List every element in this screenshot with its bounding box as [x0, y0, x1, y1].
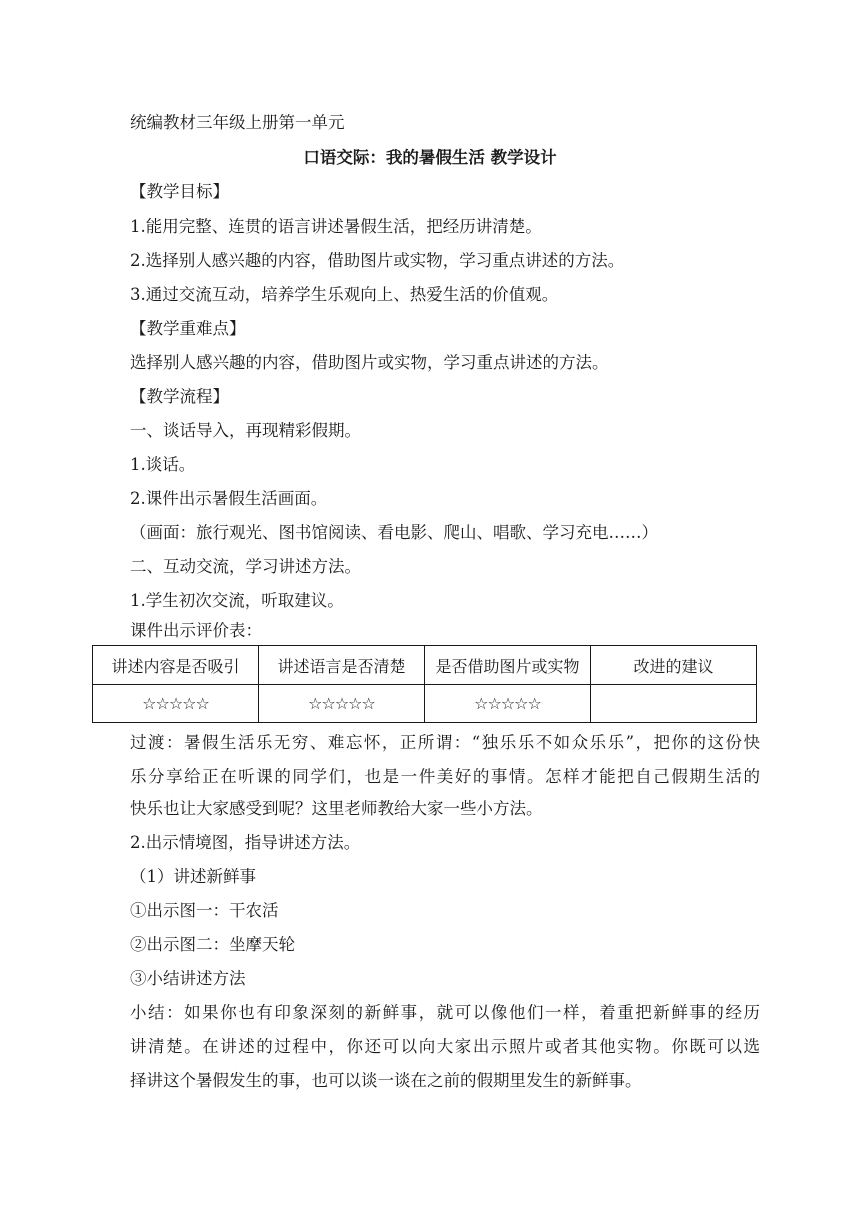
paragraph-line: 过渡：暑假生活乐无穷、难忘怀，正所谓：“独乐乐不如众乐乐”，把你的这份快 [130, 733, 760, 752]
list-item: ②出示图二：坐摩天轮 [130, 935, 295, 954]
table-header-cell: 改进的建议 [591, 646, 757, 685]
step-item: 1.学生初次交流，听取建议。 [130, 591, 344, 610]
key-point: 选择别人感兴趣的内容，借助图片或实物，学习重点讲述的方法。 [130, 353, 609, 372]
section-heading-goals: 【教学目标】 [130, 182, 229, 201]
star-rating: ☆☆☆☆☆ [425, 685, 591, 723]
step-heading: 一、谈话导入，再现精彩假期。 [130, 421, 361, 440]
evaluation-table [92, 645, 757, 723]
table-header-row [93, 646, 757, 685]
step-item: 2.课件出示暑假生活画面。 [130, 489, 328, 508]
section-heading-key: 【教学重难点】 [130, 319, 246, 338]
step-note: （画面：旅行观光、图书馆阅读、看电影、爬山、唱歌、学习充电……） [130, 523, 658, 542]
section-heading-flow: 【教学流程】 [130, 387, 229, 406]
page-title: 口语交际：我的暑假生活 教学设计 [303, 148, 557, 167]
sub-heading: （1）讲述新鲜事 [130, 867, 256, 886]
table-header-cell: 讲述内容是否吸引 [93, 646, 259, 685]
goal-item: 1.能用完整、连贯的语言讲述暑假生活，把经历讲清楚。 [130, 217, 542, 236]
step-heading: 二、互动交流，学习讲述方法。 [130, 557, 361, 576]
paragraph-line: 乐分享给正在听课的同学们，也是一件美好的事情。怎样才能把自己假期生活的 [130, 767, 760, 786]
star-rating: ☆☆☆☆☆ [259, 685, 425, 723]
list-item: ③小结讲述方法 [130, 969, 246, 988]
paragraph-line: 讲清楚。在讲述的过程中，你还可以向大家出示照片或者其他实物。你既可以选 [130, 1037, 760, 1056]
table-header-cell: 讲述语言是否清楚 [259, 646, 425, 685]
paragraph-line: 择讲这个暑假发生的事，也可以谈一谈在之前的假期里发生的新鲜事。 [130, 1071, 642, 1090]
suggestion-cell [591, 685, 757, 723]
list-item: ①出示图一：干农活 [130, 901, 279, 920]
paragraph-line: 快乐也让大家感受到呢？这里老师教给大家一些小方法。 [130, 799, 543, 818]
star-rating: ☆☆☆☆☆ [93, 685, 259, 723]
table-header-cell: 是否借助图片或实物 [425, 646, 591, 685]
header-text: 统编教材三年级上册第一单元 [130, 113, 345, 132]
paragraph-line: 小结：如果你也有印象深刻的新鲜事，就可以像他们一样，着重把新鲜事的经历 [130, 1003, 760, 1022]
goal-item: 2.选择别人感兴趣的内容，借助图片或实物，学习重点讲述的方法。 [130, 251, 625, 270]
table-row [93, 685, 757, 723]
step-item: 1.谈话。 [130, 455, 196, 474]
step-item: 2.出示情境图，指导讲述方法。 [130, 833, 361, 852]
table-caption: 课件出示评价表： [130, 621, 262, 640]
goal-item: 3.通过交流互动，培养学生乐观向上、热爱生活的价值观。 [130, 285, 559, 304]
